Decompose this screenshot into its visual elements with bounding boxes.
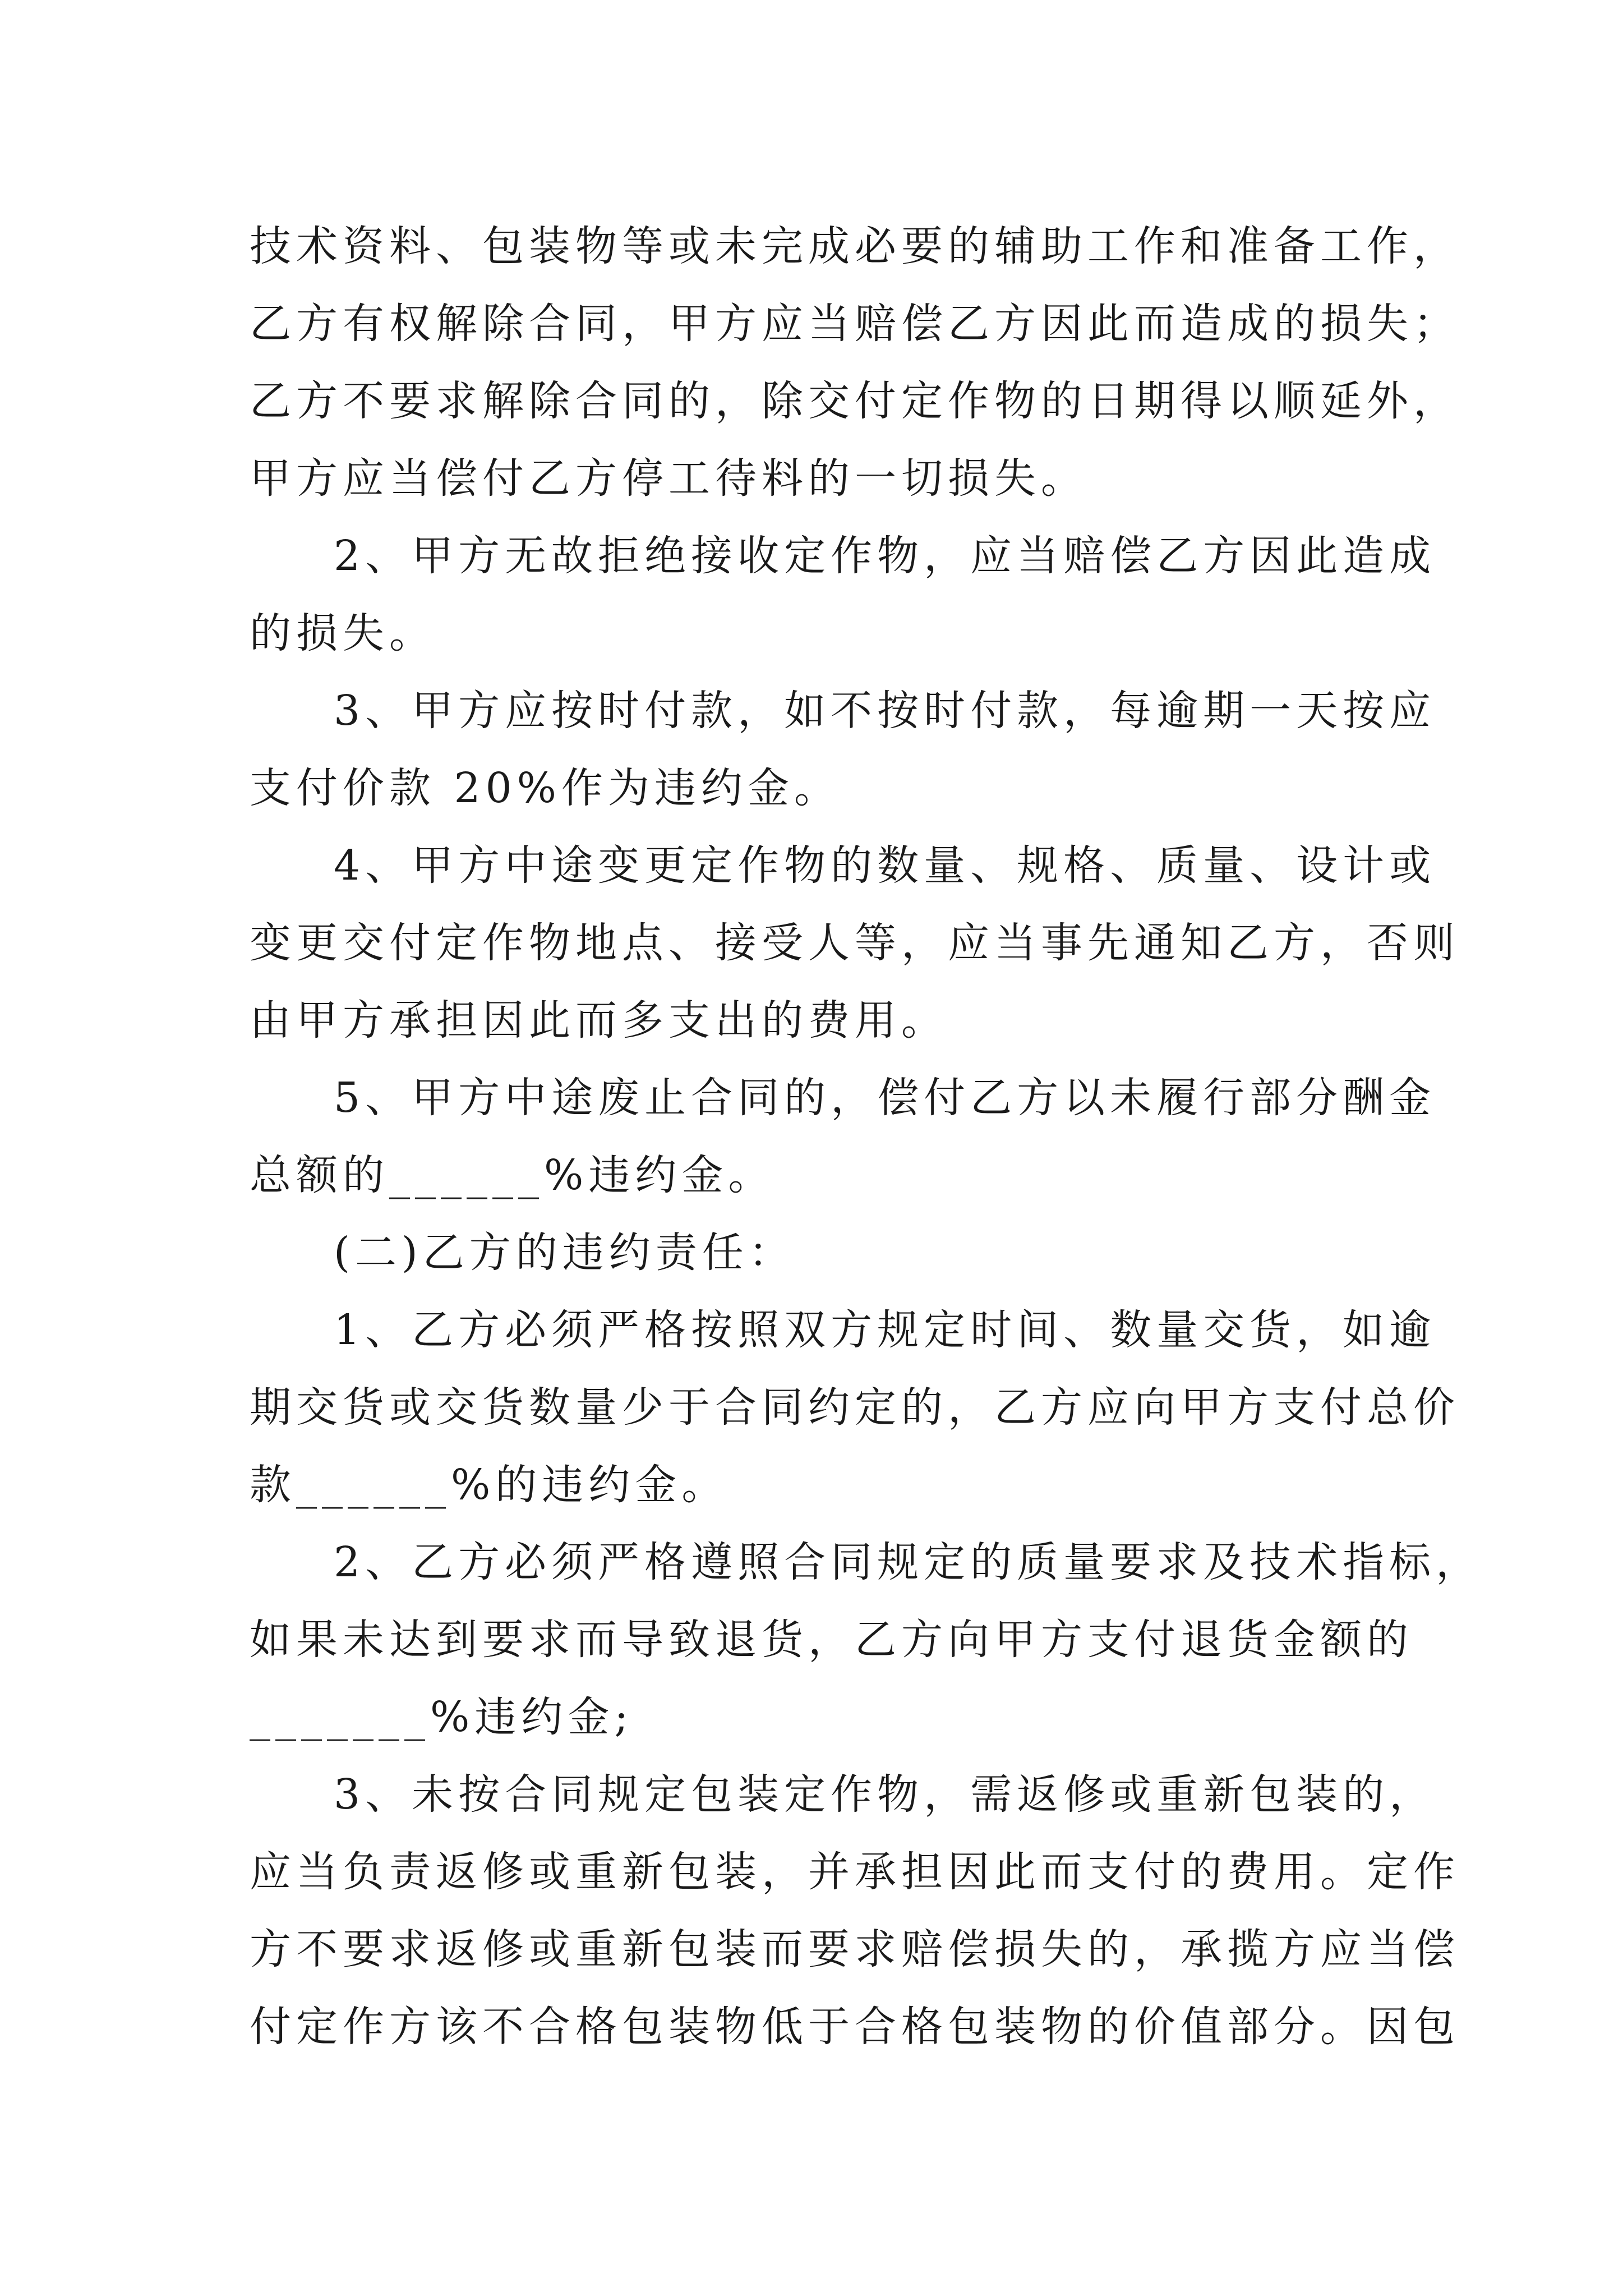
text-line: (二)乙方的违约责任： <box>334 1228 795 1277</box>
text-line: 方不要求返修或重新包装而要求赔偿损失的，承揽方应当偿 <box>250 1925 1460 1973</box>
text-line: 变更交付定作物地点、接受人等，应当事先通知乙方，否则 <box>250 919 1460 967</box>
text-line: 2、甲方无故拒绝接收定作物，应当赔偿乙方因此造成 <box>334 532 1436 580</box>
text-line: 乙方不要求解除合同的，除交付定作物的日期得以顺延外， <box>250 377 1460 425</box>
text-line: 由甲方承担因此而多支出的费用。 <box>250 996 948 1045</box>
text-line: 5、甲方中途废止合同的，偿付乙方以未履行部分酬金 <box>334 1074 1436 1122</box>
section-heading <box>250 1214 1377 1291</box>
text-line: 乙方有权解除合同，甲方应当赔偿乙方因此而造成的损失； <box>250 300 1460 348</box>
paragraph-clause-4 <box>250 827 1460 1059</box>
document-body <box>250 208 1483 2065</box>
paragraph-party-b-clause-1 <box>250 1291 1460 1524</box>
paragraph-clause-3 <box>250 672 1436 827</box>
text-line: 3、未按合同规定包装定作物，需返修或重新包装的， <box>334 1770 1436 1819</box>
text-line: 如果未达到要求而导致退货，乙方向甲方支付退货金额的 <box>250 1616 1413 1664</box>
paragraph-clause-2 <box>250 517 1436 672</box>
text-line: 4、甲方中途变更定作物的数量、规格、质量、设计或 <box>334 841 1436 890</box>
text-line: 应当负责返修或重新包装，并承担因此而支付的费用。定作 <box>250 1848 1460 1896</box>
paragraph-party-b-clause-3 <box>250 1756 1460 2065</box>
text-line: 期交货或交货数量少于合同约定的，乙方应向甲方支付总价 <box>250 1383 1460 1432</box>
text-line: 的损失。 <box>250 609 436 657</box>
paragraph-clause-5 <box>250 1059 1436 1214</box>
text-line: 总额的______%违约金。 <box>250 1151 775 1199</box>
text-line: 支付价款 20%作为违约金。 <box>250 764 841 812</box>
text-line: 甲方应当偿付乙方停工待料的一切损失。 <box>250 454 1087 503</box>
text-line: 3、甲方应按时付款，如不按时付款，每逾期一天按应 <box>334 687 1436 735</box>
text-line: 1、乙方必须严格按照双方规定时间、数量交货，如逾 <box>334 1306 1436 1354</box>
paragraph-party-b-clause-2 <box>250 1524 1483 1756</box>
text-line: 付定作方该不合格包装物低于合格包装物的价值部分。因包 <box>250 2003 1460 2051</box>
paragraph-continued <box>250 208 1460 517</box>
text-line: 技术资料、包装物等或未完成必要的辅助工作和准备工作， <box>250 222 1460 270</box>
text-line: 2、乙方必须严格遵照合同规定的质量要求及技术指标， <box>334 1538 1483 1586</box>
text-line: _______%违约金; <box>250 1693 634 1741</box>
text-line: 款______%的违约金。 <box>250 1461 728 1509</box>
